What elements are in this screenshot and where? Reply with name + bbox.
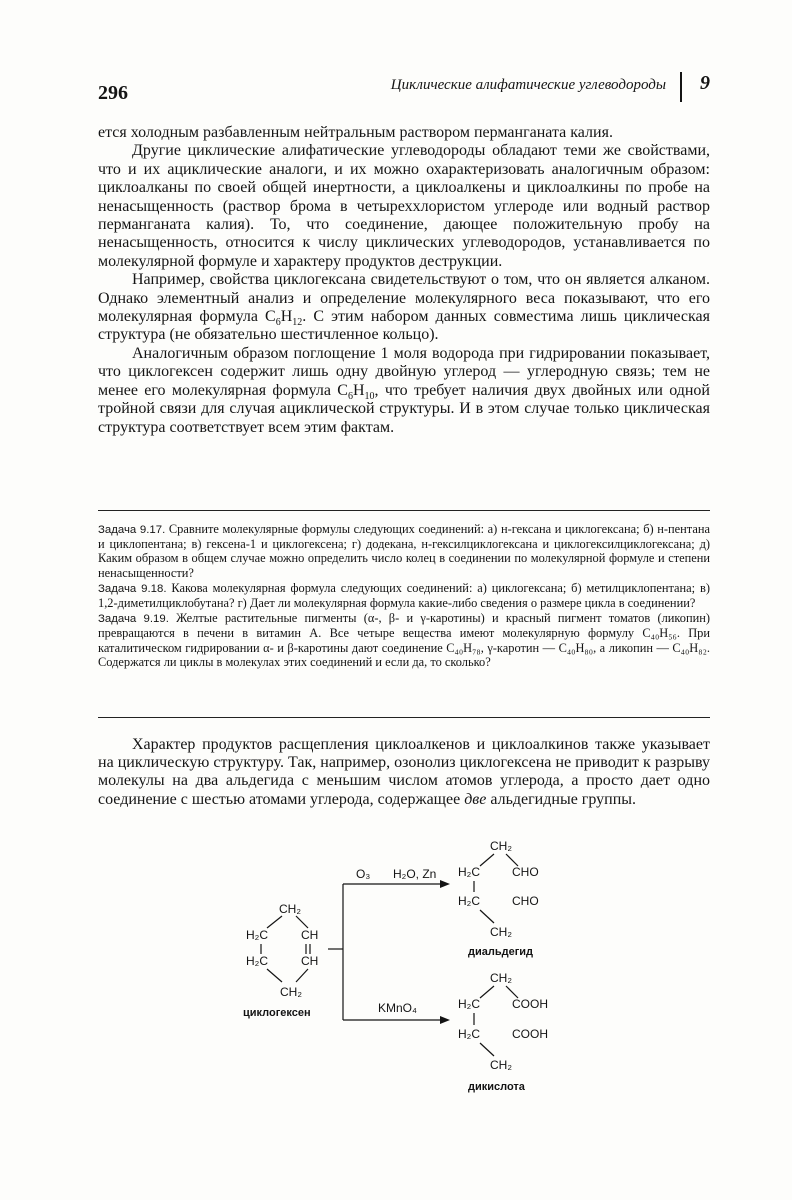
cyclohexene-structure (243, 902, 318, 1019)
text-span: H (352, 381, 365, 399)
bond (267, 916, 282, 928)
problem-9-19 (98, 611, 710, 669)
problem-text: Желтые растительные пигменты (α-, β- и γ-каротины) и красный пигмент томатов (ликопин) превращаются в печени в витамин А. Все четыре вещества имеют молекулярную формулу C₄₀H₅₆. При каталитическом гидрировании α- и β-каротины дают соединение C₄₀H₇₈, γ-каротин — C₄₀H₈₀, а ликопин — C₄₀H₈₂. Содержатся ли циклы в молекулах этих соединений и если да, то сколько? (98, 611, 711, 669)
problem-label: Задача 9.17. (98, 524, 166, 536)
group-h2c-lower: H₂C (458, 1027, 480, 1041)
text-span: . С этим набором данных совместима лишь циклическая структура (не обязательно шестичленное кольцо). (98, 308, 711, 344)
paragraph-cyclohexene (98, 345, 710, 437)
arrowhead (440, 880, 450, 888)
page-header (98, 72, 710, 112)
emphasis: две (464, 790, 487, 808)
group-ch2-top: CH₂ (279, 902, 301, 916)
page-number: 296 (98, 82, 128, 104)
paragraph-cyclohexane (98, 271, 710, 345)
main-text-continued (98, 736, 710, 809)
bond (480, 910, 494, 923)
group-h2c-upper: H₂C (246, 928, 268, 942)
problem-label: Задача 9.18. (98, 582, 167, 595)
group-ch-lower: CH (301, 954, 319, 968)
reagent-permanganate: KMnO₄ (378, 1001, 417, 1015)
text-span: Например, свойства циклогексана свидетельствуют о том, что он является алканом. Однако элементный анализ и определение молекулярного веса показывают, что его молекулярная формула C (98, 271, 710, 326)
group-ch2-bottom: CH₂ (490, 925, 512, 939)
reaction-scheme-svg (0, 826, 792, 1116)
group-h2c-lower: H₂C (458, 894, 480, 908)
running-title: Циклические алифатические углеводороды (390, 77, 666, 93)
reagent-water-zinc: H₂O, Zn (393, 867, 437, 881)
subscript: 10 (364, 390, 375, 402)
text-span: , что требует наличия двух двойных или одной тройной связи для случая ациклической структуры. И в этом случае только циклическая структура соответствует всем этим фактам. (98, 381, 710, 436)
reaction-scheme (0, 826, 792, 1116)
subscript: 6 (275, 317, 281, 329)
group-ch2-top: CH₂ (490, 971, 512, 985)
group-cooh-lower: COOH (512, 1027, 548, 1041)
problem-label: Задача 9.19. (98, 613, 169, 626)
text-span: Аналогичным образом поглощение 1 моля водорода при гидрировании показывает, что циклогексен содержит лишь одну двойную углерод — углеродную связь; тем не менее его молекулярная формула C (98, 344, 710, 399)
reactant-label: циклогексен (243, 1007, 311, 1019)
group-h2c-upper: H₂C (458, 997, 480, 1011)
bond (480, 854, 494, 866)
group-cho-lower: CHO (512, 894, 539, 908)
problems-top-rule (98, 510, 710, 511)
problems-bottom-rule (98, 717, 710, 718)
product-diacid-label: дикислота (468, 1081, 525, 1093)
main-text (98, 124, 710, 437)
problem-text: Какова молекулярная формула следующих соединений: а) циклогексана; б) метилциклопентана; в) 1,2-диметилциклобутана? г) Дает ли молекулярная формула какие-либо сведения о размере цикла в соединении? (98, 580, 710, 611)
bond (480, 986, 494, 998)
text-span: альдегидные группы. (486, 790, 637, 808)
product-dialdehyde-label: диальдегид (468, 946, 534, 958)
bond (296, 916, 308, 928)
problem-text: Сравните молекулярные формулы следующих соединений: а) н-гексана и циклогексана; б) н-пентана и циклопентана; в) гексена-1 и циклогексена; г) додекана, н-гексилциклогексана и циклогексилциклогексана; д) Каким образом в общем случае можно определить число колец в соединении по молекулярной формуле и степени ненасыщенности? (98, 522, 710, 580)
group-h2c-lower: H₂C (246, 954, 268, 968)
group-ch2-bottom: CH₂ (490, 1058, 512, 1072)
problems-block (98, 522, 710, 670)
bond (480, 1043, 494, 1056)
paragraph-continuation: ется холодным разбавленным нейтральным раствором перманганата калия. (98, 124, 613, 141)
group-ch2-top: CH₂ (490, 839, 512, 853)
text-span: H (280, 308, 293, 326)
dialdehyde-structure (458, 839, 539, 958)
diacid-structure (458, 971, 548, 1093)
reagent-ozone: O₃ (356, 867, 371, 881)
paragraph-cleavage (98, 736, 710, 809)
arrowhead (440, 1016, 450, 1024)
group-ch2-bottom: CH₂ (280, 985, 302, 999)
subscript: 12 (292, 317, 303, 329)
problem-9-17 (98, 522, 710, 580)
bond (267, 969, 282, 982)
bond (296, 969, 308, 982)
subscript: 6 (347, 390, 353, 402)
group-ch-upper: CH (301, 928, 319, 942)
group-cho-upper: CHO (512, 865, 539, 879)
chapter-number: 9 (700, 72, 710, 94)
problem-9-18 (98, 581, 710, 610)
text-span: Характер продуктов расщепления циклоалкенов и циклоалкинов также указывает на циклическую структуру. Так, например, озонолиз циклогексена не приводит к разрыву молекулы на два альдегида с меньшим числом атомов углерода, а просто дает одно соединение с шестью атомами углерода, содержащее (98, 736, 710, 808)
group-cooh-upper: COOH (512, 997, 548, 1011)
header-divider (680, 72, 682, 102)
group-h2c-upper: H₂C (458, 865, 480, 879)
paragraph-general-properties: Другие циклические алифатические углеводороды обладают теми же свойствами, что и их ациклические аналоги, и их можно охарактеризовать аналогичным образом: циклоалканы по своей общей инертности, а циклоалкены и циклоалкины по пробе на ненасыщенность (раствор брома в четыреххлористом углероде или водный раствор перманганата калия). То, что соединение, дающее положительную пробу на ненасыщенность, относится к числу циклических углеводородов, устанавливается по молекулярной формуле и характеру продуктов деструкции. (98, 142, 710, 270)
